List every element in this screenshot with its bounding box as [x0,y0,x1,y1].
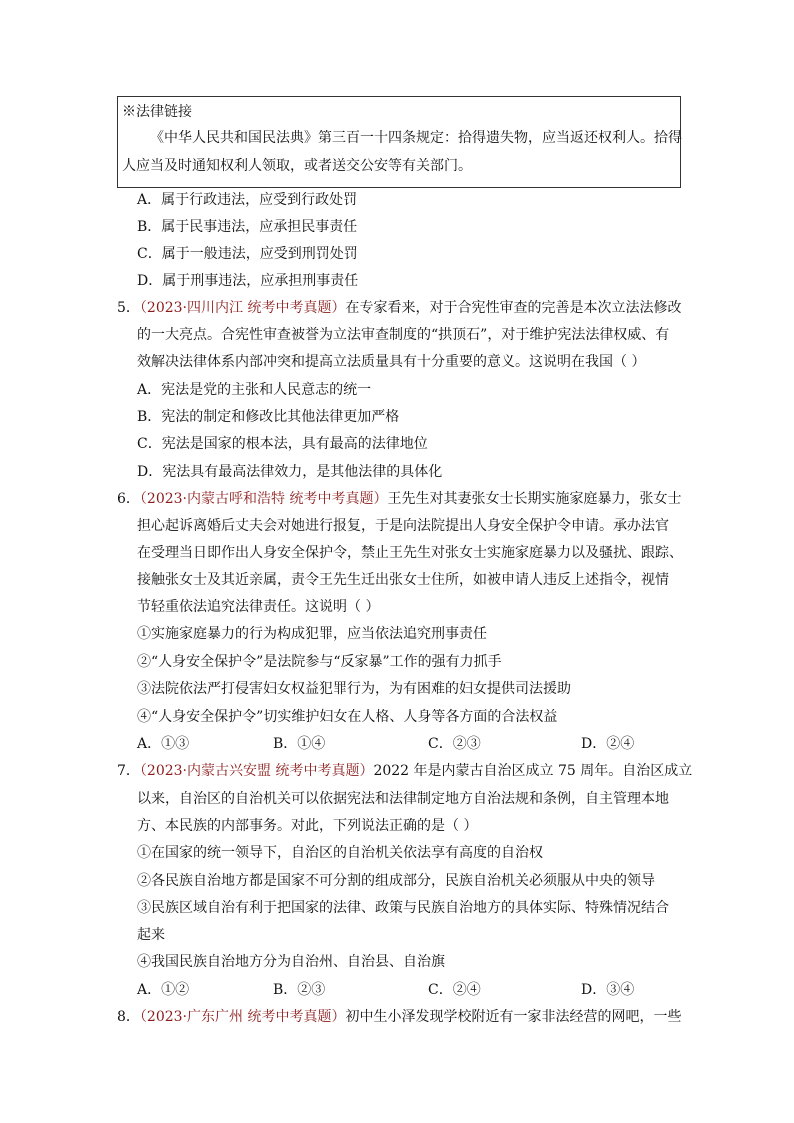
q8-source: （2023·广东广州 统考中考真题） [139,1009,346,1025]
q7-stem-line: 以来，自治区的自治机关可以依据宪法和法律制定地方自治法规和条例，自主管理本地 [137,791,669,807]
q6-stem-line: 在受理当日即作出人身安全保护令，禁止王先生对张女士实施家庭暴力以及骚扰、跟踪、 [137,545,683,561]
law-link-box [117,96,681,188]
q5-stem-line [117,298,681,318]
q5-number: 5． [117,300,140,316]
q4-option-c: C．属于一般违法，应受到刑罚处罚 [137,246,358,262]
q6-item: ②“人身安全保护令”是法院参与“反家暴”工作的强有力抓手 [137,654,502,670]
q7-text: 2022 年是内蒙古自治区成立 75 周年。自治区成立 [373,763,693,779]
q7-option-c: C．②④ [428,982,481,998]
q5-option-a: A．宪法是党的主张和人民意志的统一 [137,382,372,398]
q8-stem-line [117,1007,681,1027]
q6-number: 6． [117,491,140,507]
q7-stem-line [117,761,692,781]
q6-item: ①实施家庭暴力的行为构成犯罪，应当依法追究刑事责任 [137,626,487,642]
q6-item: ④“人身安全保护令”切实维护妇女在人格、人身等各方面的合法权益 [137,709,558,725]
q8-number: 8． [117,1009,140,1025]
q7-number: 7． [117,763,140,779]
q4-option-d: D．属于刑事违法，应承担刑事责任 [137,273,359,289]
q7-source: （2023·内蒙古兴安盟 统考中考真题） [139,763,374,779]
q5-option-c: C．宪法是国家的根本法，具有最高的法律地位 [137,436,428,452]
q7-item-continued: 起来 [137,927,165,943]
q7-item: ①在国家的统一领导下，自治区的自治机关依法享有高度的自治权 [137,845,543,861]
q6-option-c: C．②③ [428,736,481,752]
q5-option-d: D．宪法具有最高法律效力，是其他法律的具体化 [137,464,443,480]
q8-text: 初中生小泽发现学校附近有一家非法经营的网吧，一些 [345,1009,682,1025]
q6-text: 王先生对其妻张女士长期实施家庭暴力，张女士 [387,491,682,507]
law-link-text-line: 《中华人民共和国民法典》第三百一十四条规定：拾得遗失物，应当返还权利人。拾得 [150,130,682,146]
q5-stem-line: 效解决法律体系内部冲突和提高立法质量具有十分重要的意义。这说明在我国（ ） [137,354,646,370]
q4-option-a: A．属于行政违法，应受到行政处罚 [137,192,358,208]
q6-stem-line: 担心起诉离婚后丈夫会对她进行报复，于是向法院提出人身安全保护令申请。承办法官 [137,518,669,534]
q4-option-b: B．属于民事违法，应承担民事责任 [137,219,358,235]
q5-source: （2023·四川内江 统考中考真题） [139,300,346,316]
q6-stem-line: 接触张女士及其近亲属，责令王先生迁出张女士住所，如被申请人违反上述指令，视情 [137,572,669,588]
q7-option-d: D．③④ [581,982,635,998]
q6-option-d: D．②④ [581,736,635,752]
law-link-title: ※法律链接 [122,104,192,120]
q6-stem-line [117,489,681,509]
q7-item: ②各民族自治地方都是国家不可分割的组成部分，民族自治机关必须服从中央的领导 [137,873,655,889]
q5-stem-line: 的一大亮点。合宪性审查被誉为立法审查制度的“拱顶石”，对于维护宪法法律权威、有 [137,327,670,343]
q6-option-b: B．①④ [273,736,326,752]
q5-option-b: B．宪法的制定和修改比其他法律更加严格 [137,409,400,425]
q7-stem-line: 方、本民族的内部事务。对此，下列说法正确的是（ ） [137,818,478,834]
q7-item: ③民族区域自治有利于把国家的法律、政策与民族自治地方的具体实际、特殊情况结合 [137,900,669,916]
q6-option-a: A．①③ [137,736,190,752]
q7-option-b: B．②③ [273,982,326,998]
q5-text: 在专家看来，对于合宪性审查的完善是本次立法法修改 [345,300,682,316]
q7-option-a: A．①② [137,982,190,998]
law-link-text-line: 人应当及时通知权利人领取，或者送交公安等有关部门。 [122,158,472,174]
q6-item: ③法院依法严打侵害妇女权益犯罪行为，为有困难的妇女提供司法援助 [137,681,571,697]
q6-source: （2023·内蒙古呼和浩特 统考中考真题） [139,491,388,507]
q7-item: ④我国民族自治地方分为自治州、自治县、自治旗 [137,954,445,970]
q6-stem-line: 节轻重依法追究法律责任。这说明（ ） [137,599,380,615]
